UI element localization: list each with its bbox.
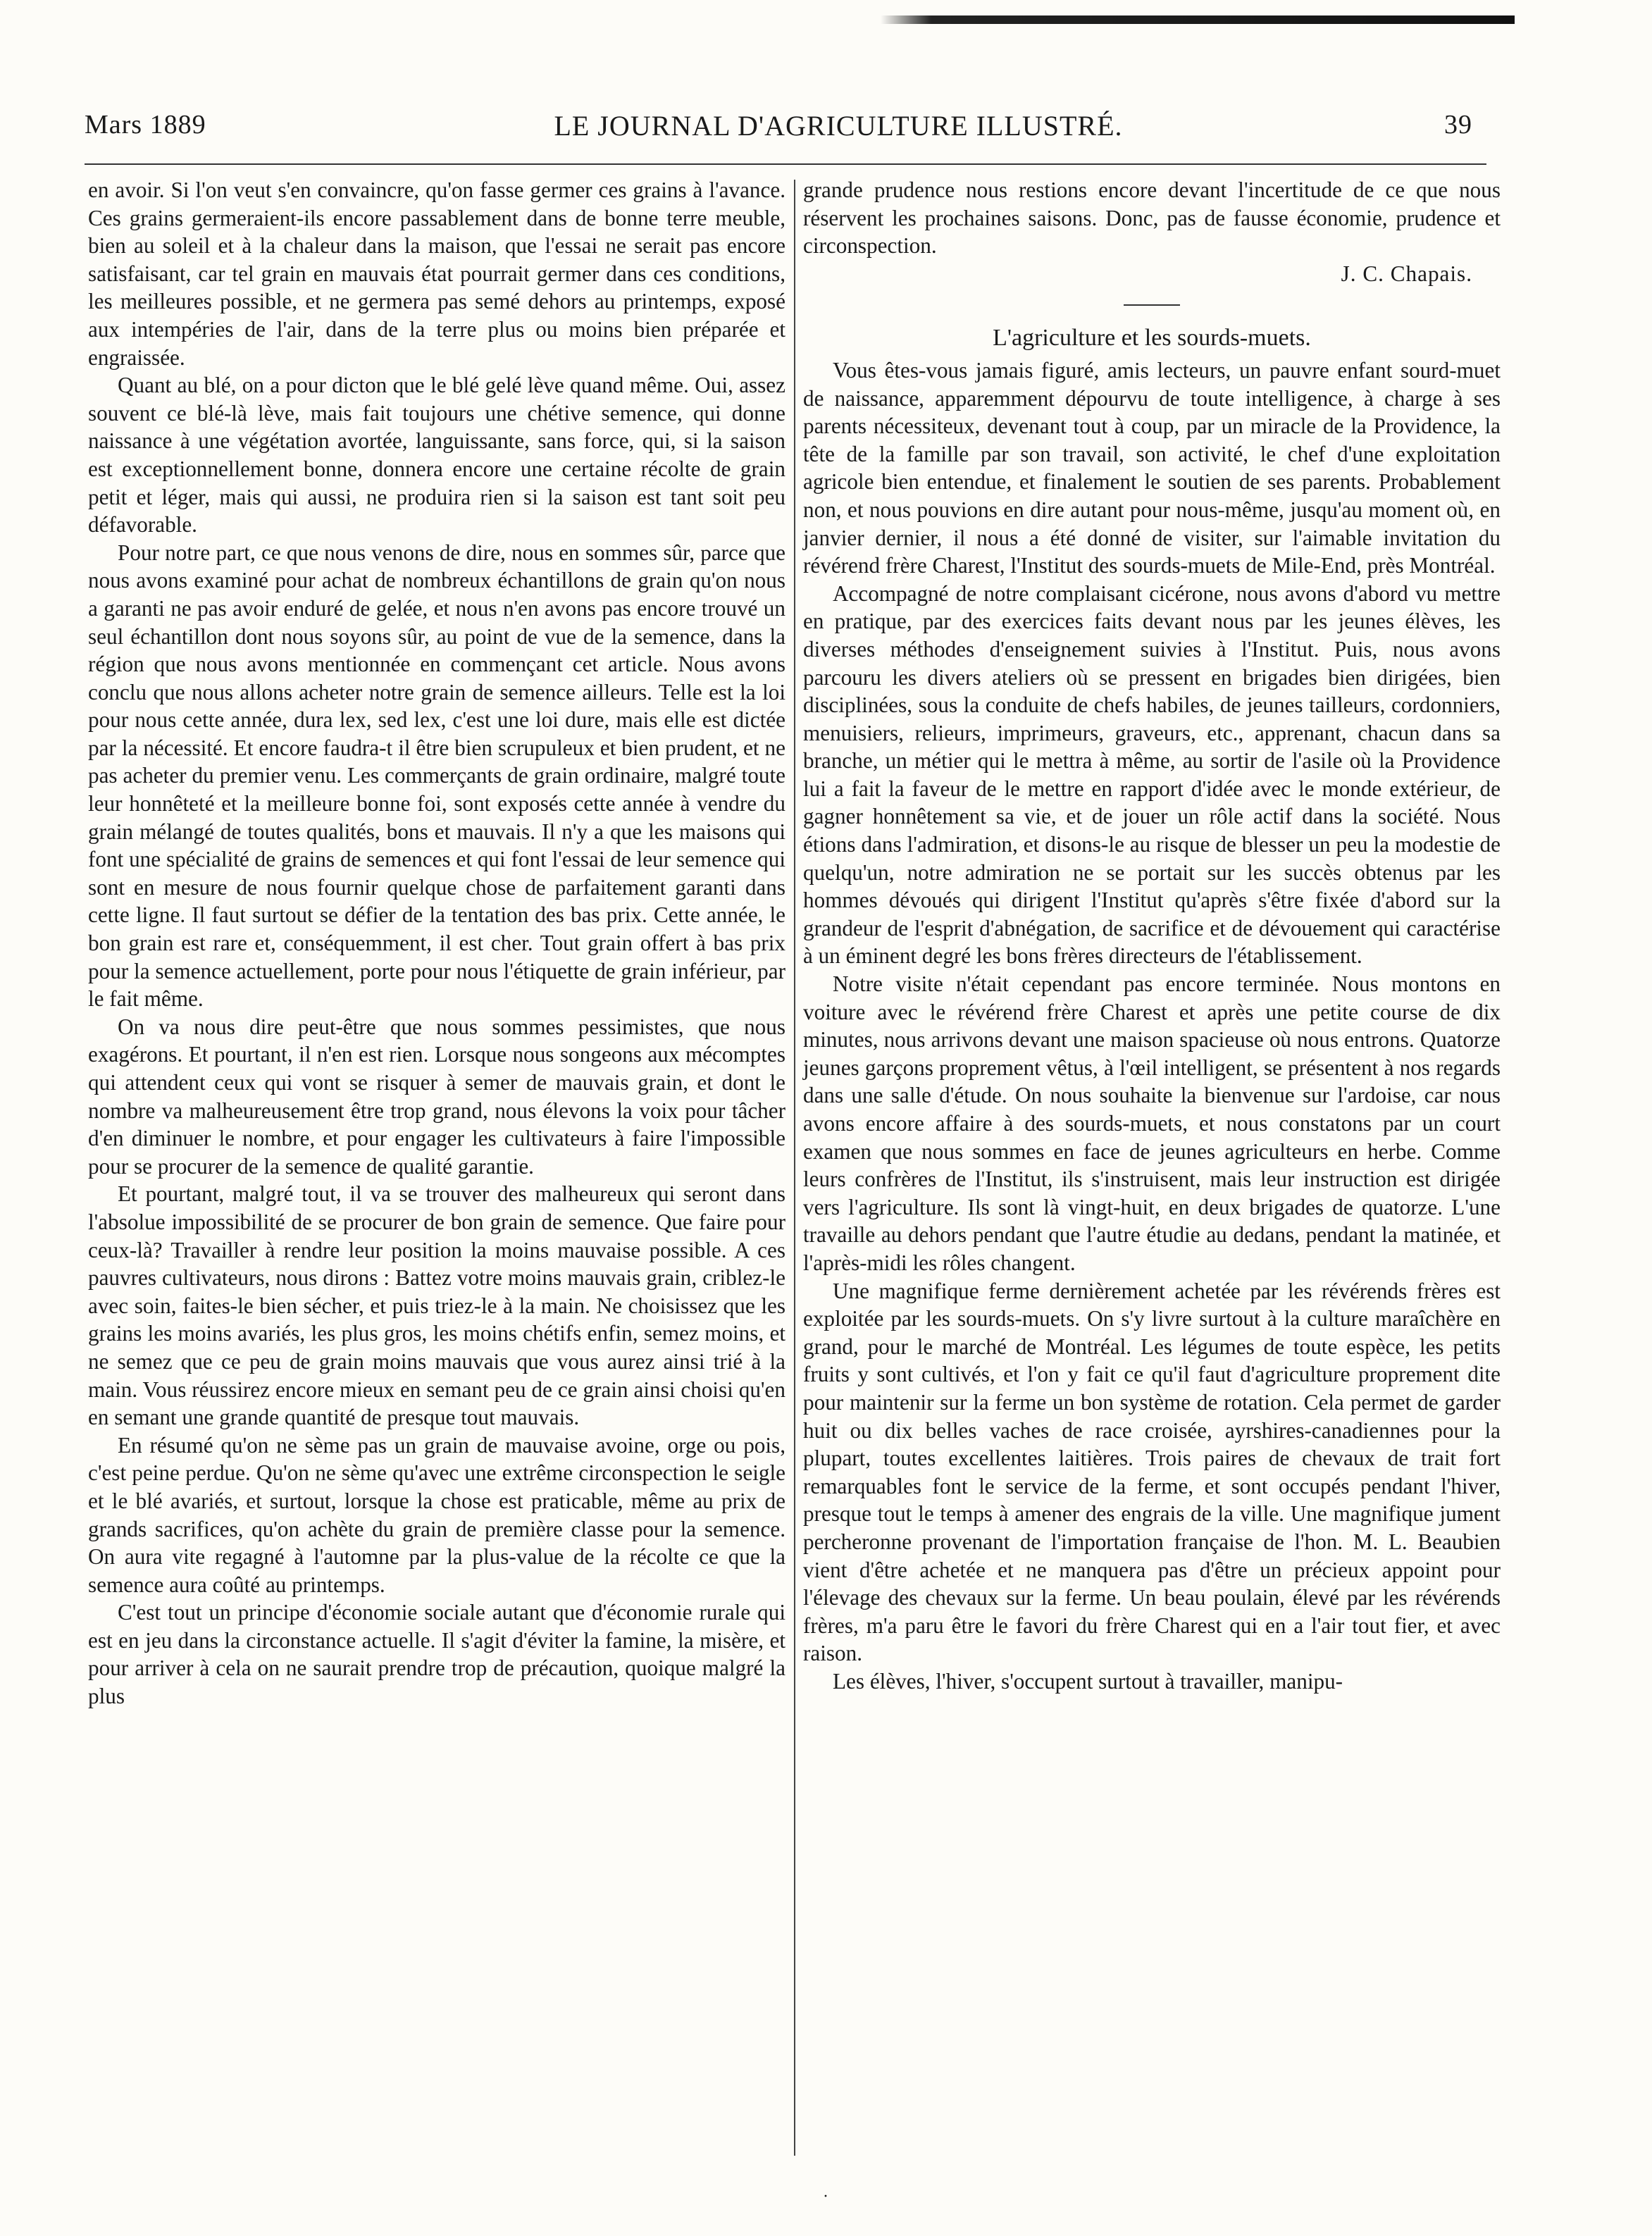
column-divider [794,180,795,2156]
page-number: 39 [1444,110,1472,139]
paragraph: en avoir. Si l'on veut s'en convaincre, qu'on fasse germer ces grains à l'avance. Ces grains germeraient-ils encore passablement dans de bonne terre meuble, bien au soleil et à la chaleur dans la maison, que l'essai ne serait pas encore satisfaisant, car tel grain en mauvais état pourrait germer dans ces conditions, les meilleures possible, et ne germera pas semé dehors au printemps, exposé aux intempéries de l'air, dans de la terre plus ou moins bien préparée et engraissée. [88,178,785,370]
right-column [803,176,1501,1695]
top-decorative-rule [881,15,1515,24]
section-title: L'agriculture et les sourds-muets. [993,325,1311,352]
section-separator [1124,304,1180,306]
paragraph: Quant au blé, on a pour dicton que le blé gelé lève quand même. Oui, assez souvent ce blé-là lève, mais fait toujours une chétive semence, qui donne naissance à une végétation avortée, languissante, sans force, qui, si la saison est exceptionnellement bonne, donnera encore une certaine récolte de grain petit et léger, mais qui aussi, ne produira rien si la saison est tant soit peu défavorable. [88,373,785,538]
paragraph: Accompagné de notre complaisant cicérone, nous avons d'abord vu mettre en pratique, par des exercices faits devant nous par les jeunes élèves, les diverses méthodes d'enseignement suivies à l'Institut. Puis, nous avons parcouru les divers ateliers où se pressent en brigades bien dirigées, bien disciplinées, sous la conduite de chefs habiles, de jeunes tailleurs, cordonniers, menuisiers, relieurs, imprimeurs, graveurs, etc., apprenant, chacun dans sa branche, un métier qui le mettra à même, au sortir de l'asile où la Providence lui a fait la faveur de le mettre en rapport d'idée avec le monde extérieur, de gagner honnêtement sa vie, et de jouer un rôle actif dans la société. Nous étions dans l'admiration, et disons-le au risque de blesser un peu la modestie de quelqu'un, notre admiration ne se portait sur les succès obtenus par les hommes dévoués qui dirigent l'Institut qu'après s'être fixée d'abord sur la grandeur de l'esprit d'abnégation, de sacrifice et de dévouement qui caractérise à un éminent degré les bons frères directeurs de l'établissement. [803,580,1501,969]
paragraph: Une magnifique ferme dernièrement achetée par les révérends frères est exploitée par les sourds-muets. On s'y livre surtout à la culture maraîchère en grand, pour le marché de Montréal. Les légumes de toute espèce, les petits fruits y sont cultivés, et l'on y fait ce qu'il faut d'agriculture proprement dite pour maintenir sur la ferme un bon système de rotation. Cela permet de garder huit ou dix belles vaches de race croisée, ayrshires-canadiennes pour la plupart, toutes excellentes laitières. Trois paires de chevaux de trait fort remarquables font le service de la ferme, et sont occupés pendant l'hiver, presque tout le temps à amener des engrais de la ville. Une magnifique jument percheronne provenant de l'importation française de l'hon. M. L. Beaubien vient d'être achetée et ne manquera pas d'être un précieux appoint pour l'élevage des chevaux sur la ferme. Un beau poulain, élevé par les révérends frères, m'a paru être le favori du frère Charest qui en a l'air tout fier, et avec raison. [803,1278,1501,1666]
page-header [85,102,1486,151]
paragraph: Et pourtant, malgré tout, il va se trouver des malheureux qui seront dans l'absolue impossibilité de se procurer de bon grain de semence. Que faire pour ceux-là? Travailler à rendre leur position la moins mauvaise possible. A ces pauvres cultivateurs, nous dirons : Battez votre moins mauvais grain, criblez-le avec soin, faites-le bien sécher, et puis triez-le à la main. Ne choisissez que les grains les moins avariés, les plus gros, les moins chétifs enfin, semez moins, et ne semez que ce peu de grain moins mauvais que vous aurez ainsi trié à la main. Vous réussirez encore mieux en semant peu de ce grain ainsi choisi qu'en en semant une grande quantité de presque tout mauvais. [88,1181,785,1430]
header-divider [85,163,1486,165]
paragraph: Notre visite n'était cependant pas encore terminée. Nous montons en voiture avec le révérend frère Charest et après une petite course de dix minutes, nous arrivons devant une maison spacieuse où nous entrons. Quatorze jeunes garçons proprement vêtus, à l'œil intelligent, se présentent à nos regards dans une salle d'étude. On nous souhaite la bienvenue sur l'ardoise, car nous avons encore affaire à des sourds-muets, et nous constatons par un court examen que nous sommes en face de jeunes agriculteurs en herbe. Comme leurs confrères de l'Institut, ils s'instruisent, mais leur instruction est dirigée vers l'agriculture. Ils sont là vingt-huit, en deux brigades de quatorze. L'une travaille au dehors pendant que l'autre étudie au dedans, pendant la matinée, et l'après-midi les rôles changent. [803,971,1501,1275]
paragraph-continuation: grande prudence nous restions encore devant l'incertitude de ce que nous réservent les prochaines saisons. Donc, pas de fausse économie, prudence et circonspection. [803,178,1501,259]
left-column [88,176,785,1710]
journal-title: LE JOURNAL D'AGRICULTURE ILLUSTRÉ. [554,110,1123,142]
paragraph: Les élèves, l'hiver, s'occupent surtout à travailler, manipu- [833,1668,1343,1694]
paragraph: Pour notre part, ce que nous venons de dire, nous en sommes sûr, parce que nous avons examiné pour achat de nombreux échantillons de grain qu'on nous a garanti ne pas avoir enduré de gelée, et nous n'en avons pas encore trouvé un seul échantillon dont nous soyons sûr, au point de vue de la semence, dans la région que nous avons mentionnée en commençant cet article. Nous avons conclu que nous allons acheter notre grain de semence ailleurs. Telle est la loi pour nous cette année, dura lex, sed lex, c'est une loi dure, mais elle est dictée par la nécessité. Et encore faudra-t il être bien scrupuleux et bien prudent, et ne pas acheter du premier venu. Les commerçants de grain ordinaire, malgré toute leur honnêteté et la meilleure bonne foi, sont exposés cette année à vendre du grain mélangé de toutes qualités, bons et mauvais. Il n'y a que les maisons qui font une spécialité de grains de semences et qui font l'essai de leur semence qui sont en mesure de nous fournir quelque chose de parfaitement garanti dans cette ligne. Il faut surtout se défier de la tentation des bas prix. Cette année, le bon grain est rare et, conséquemment, il est cher. Tout grain offert à bas prix pour la semence actuellement, porte pour nous l'étiquette de grain inférieur, par le fait même. [88,540,785,1012]
paragraph: Vous êtes-vous jamais figuré, amis lecteurs, un pauvre enfant sourd-muet de naissance, apparemment dépourvu de toute intelligence, à charge à ses parents nécessiteux, devenant tout à coup, par un miracle de la Providence, la tête de la famille par son travail, son activité, le chef d'une exploitation agricole bien entendue, et finalement le soutien de ses parents. Probablement non, et nous pouvions en dire autant pour nous-même, jusqu'au moment où, en janvier dernier, il nous a été donné de visiter, sur l'aimable invitation du révérend frère Charest, l'Institut des sourds-muets de Mile-End, près Montréal. [803,357,1501,578]
header-date: Mars 1889 [85,110,206,139]
print-mark: · [823,2187,828,2206]
author-signature: J. C. Chapais. [1341,261,1472,286]
paragraph: C'est tout un principe d'économie sociale autant que d'économie rurale qui est en jeu dans la circonstance actuelle. Il s'agit d'éviter la famine, la misère, et pour arriver à cela on ne saurait prendre trop de précaution, quoique malgré la plus [88,1600,785,1709]
paragraph: On va nous dire peut-être que nous sommes pessimistes, que nous exagérons. Et pourtant, il n'en est rien. Lorsque nous songeons aux mécomptes qui attendent ceux qui vont se risquer à semer de mauvais grain, et dont le nombre va malheureusement être trop grand, nous élevons la voix pour tâcher d'en diminuer le nombre, et pour engager les cultivateurs à faire l'impossible pour se procurer de la semence de qualité garantie. [88,1014,785,1179]
paragraph: En résumé qu'on ne sème pas un grain de mauvaise avoine, orge ou pois, c'est peine perdue. Qu'on ne sème qu'avec une extrême circonspection le seigle et le blé avariés, et surtout, lorsque la chose est praticable, même au prix de grands sacrifices, qu'on achète du grain de première classe pour la semence. On aura vite regagné à l'automne par la plus-value de la récolte ce que la semence aura coûté au printemps. [88,1432,785,1597]
